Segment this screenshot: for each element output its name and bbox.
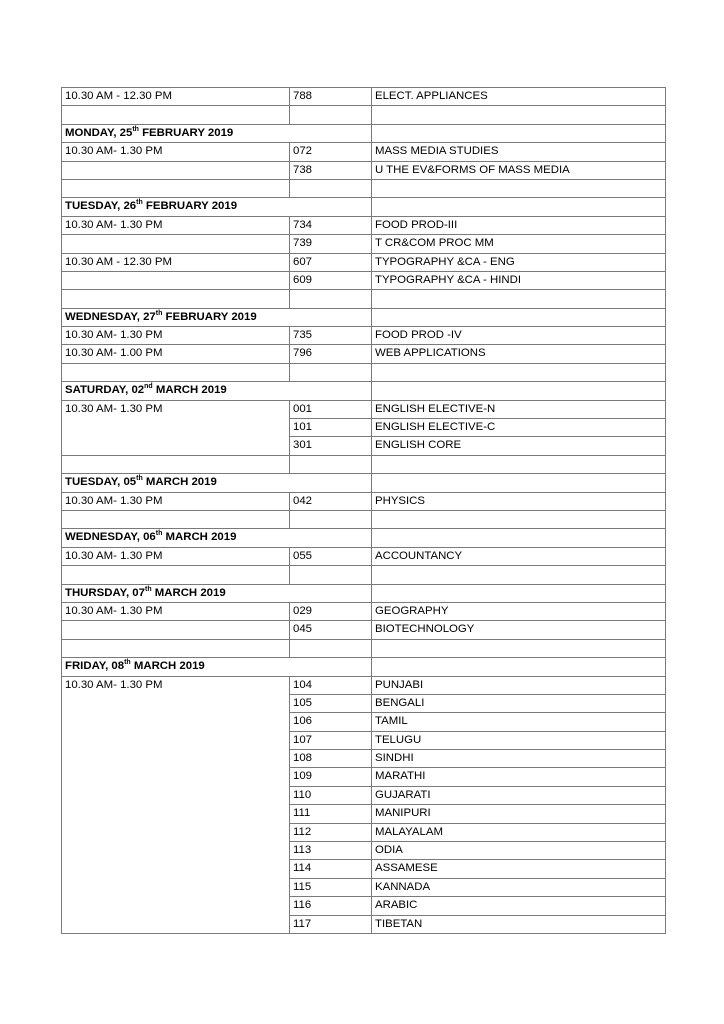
empty-subject-cell xyxy=(372,584,666,602)
subject-name: TYPOGRAPHY &CA - HINDI xyxy=(372,271,666,289)
subject-name: GEOGRAPHY xyxy=(372,602,666,620)
subject-code: 739 xyxy=(290,235,372,253)
empty-code-cell xyxy=(290,455,372,473)
exam-schedule-table xyxy=(61,87,666,934)
subject-code: 108 xyxy=(290,750,372,768)
subject-name: ARABIC xyxy=(372,897,666,915)
subject-name: TELUGU xyxy=(372,731,666,749)
table-row xyxy=(62,400,666,418)
subject-name: BIOTECHNOLOGY xyxy=(372,621,666,639)
subject-code: 045 xyxy=(290,621,372,639)
table-row xyxy=(62,253,666,271)
empty-subject-cell xyxy=(372,124,666,142)
subject-code: 607 xyxy=(290,253,372,271)
empty-subject-cell xyxy=(372,308,666,326)
exam-time: 10.30 AM- 1.30 PM xyxy=(62,602,290,620)
subject-name: ASSAMESE xyxy=(372,860,666,878)
empty-time-cell xyxy=(62,510,290,528)
spacer-row xyxy=(62,510,666,528)
subject-code: 107 xyxy=(290,731,372,749)
subject-code: 072 xyxy=(290,143,372,161)
empty-code-cell xyxy=(290,290,372,308)
exam-time: 10.30 AM- 1.30 PM xyxy=(62,676,290,933)
table-row xyxy=(62,345,666,363)
empty-subject-cell xyxy=(372,510,666,528)
spacer-row xyxy=(62,639,666,657)
empty-subject-cell xyxy=(372,566,666,584)
subject-code: 042 xyxy=(290,492,372,510)
empty-time-cell xyxy=(62,290,290,308)
exam-time: 10.30 AM- 1.00 PM xyxy=(62,345,290,363)
subject-name: TYPOGRAPHY &CA - ENG xyxy=(372,253,666,271)
subject-code: 609 xyxy=(290,271,372,289)
date-day: TUESDAY, 05 xyxy=(65,476,137,489)
exam-time: 10.30 AM- 1.30 PM xyxy=(62,327,290,345)
subject-code: 734 xyxy=(290,216,372,234)
exam-time xyxy=(62,271,290,289)
exam-schedule-body xyxy=(62,88,666,934)
date-day: SATURDAY, 02 xyxy=(65,384,145,397)
subject-name: BENGALI xyxy=(372,694,666,712)
date-day: FRIDAY, 08 xyxy=(65,660,125,673)
table-row xyxy=(62,143,666,161)
subject-name: FOOD PROD -IV xyxy=(372,327,666,345)
date-ordinal-suffix: th xyxy=(132,125,139,133)
exam-time: 10.30 AM- 1.30 PM xyxy=(62,492,290,510)
subject-name: ODIA xyxy=(372,842,666,860)
subject-name: MALAYALAM xyxy=(372,823,666,841)
subject-name: MASS MEDIA STUDIES xyxy=(372,143,666,161)
empty-code-cell xyxy=(290,363,372,381)
empty-time-cell xyxy=(62,106,290,124)
subject-code: 116 xyxy=(290,897,372,915)
date-month-year: FEBRUARY 2019 xyxy=(142,200,238,213)
spacer-row xyxy=(62,290,666,308)
date-header-row xyxy=(62,584,666,602)
exam-date xyxy=(62,529,372,547)
empty-subject-cell xyxy=(372,639,666,657)
date-ordinal-suffix: th xyxy=(144,585,152,593)
date-month-year: MARCH 2019 xyxy=(152,384,227,397)
subject-name: ENGLISH CORE xyxy=(372,437,666,455)
empty-code-cell xyxy=(290,510,372,528)
subject-name: FOOD PROD-III xyxy=(372,216,666,234)
date-ordinal-suffix: th xyxy=(155,309,163,317)
date-header-row xyxy=(62,308,666,326)
empty-subject-cell xyxy=(372,179,666,197)
table-row xyxy=(62,327,666,345)
subject-code: 101 xyxy=(290,419,372,437)
date-header-row xyxy=(62,382,666,400)
empty-code-cell xyxy=(290,106,372,124)
exam-time xyxy=(62,235,290,253)
empty-subject-cell xyxy=(372,382,666,400)
date-day: MONDAY, 25 xyxy=(65,126,133,139)
spacer-row xyxy=(62,179,666,197)
subject-code: 029 xyxy=(290,602,372,620)
date-day: WEDNESDAY, 27 xyxy=(65,310,156,323)
subject-code: 113 xyxy=(290,842,372,860)
subject-code: 111 xyxy=(290,805,372,823)
table-row xyxy=(62,271,666,289)
empty-subject-cell xyxy=(372,106,666,124)
table-row xyxy=(62,88,666,106)
empty-subject-cell xyxy=(372,529,666,547)
exam-time xyxy=(62,621,290,639)
subject-code: 301 xyxy=(290,437,372,455)
date-ordinal-suffix: th xyxy=(136,475,143,483)
subject-code: 112 xyxy=(290,823,372,841)
date-month-year: FEBRUARY 2019 xyxy=(138,126,234,139)
exam-time: 10.30 AM - 12.30 PM xyxy=(62,253,290,271)
table-row xyxy=(62,547,666,565)
exam-date xyxy=(62,124,372,142)
spacer-row xyxy=(62,455,666,473)
subject-name: ELECT. APPLIANCES xyxy=(372,88,666,106)
empty-subject-cell xyxy=(372,198,666,216)
empty-subject-cell xyxy=(372,363,666,381)
empty-code-cell xyxy=(290,639,372,657)
exam-date xyxy=(62,382,372,400)
date-day: TUESDAY, 26 xyxy=(65,200,137,213)
date-month-year: MARCH 2019 xyxy=(151,586,226,599)
subject-code: 109 xyxy=(290,768,372,786)
empty-subject-cell xyxy=(372,474,666,492)
subject-name: MARATHI xyxy=(372,768,666,786)
exam-date xyxy=(62,584,372,602)
exam-date xyxy=(62,308,372,326)
empty-time-cell xyxy=(62,179,290,197)
subject-code: 110 xyxy=(290,786,372,804)
subject-name: TIBETAN xyxy=(372,915,666,933)
table-row xyxy=(62,676,666,694)
date-ordinal-suffix: nd xyxy=(144,383,153,391)
date-day: WEDNESDAY, 06 xyxy=(65,531,156,544)
empty-subject-cell xyxy=(372,455,666,473)
date-day: THURSDAY, 07 xyxy=(65,586,145,599)
subject-name: GUJARATI xyxy=(372,786,666,804)
date-month-year: MARCH 2019 xyxy=(130,660,205,673)
exam-time: 10.30 AM - 12.30 PM xyxy=(62,88,290,106)
subject-name: KANNADA xyxy=(372,878,666,896)
spacer-row xyxy=(62,566,666,584)
subject-code: 788 xyxy=(290,88,372,106)
exam-time xyxy=(62,161,290,179)
exam-time: 10.30 AM- 1.30 PM xyxy=(62,216,290,234)
date-month-year: FEBRUARY 2019 xyxy=(162,310,257,323)
table-row xyxy=(62,235,666,253)
table-row xyxy=(62,492,666,510)
subject-code: 738 xyxy=(290,161,372,179)
subject-code: 001 xyxy=(290,400,372,418)
date-header-row xyxy=(62,474,666,492)
empty-time-cell xyxy=(62,455,290,473)
exam-date xyxy=(62,198,372,216)
date-ordinal-suffix: th xyxy=(136,199,143,207)
subject-code: 796 xyxy=(290,345,372,363)
empty-subject-cell xyxy=(372,658,666,676)
empty-code-cell xyxy=(290,179,372,197)
table-row xyxy=(62,216,666,234)
subject-code: 106 xyxy=(290,713,372,731)
date-header-row xyxy=(62,198,666,216)
date-month-year: MARCH 2019 xyxy=(162,531,237,544)
empty-subject-cell xyxy=(372,290,666,308)
subject-name: PHYSICS xyxy=(372,492,666,510)
subject-code: 735 xyxy=(290,327,372,345)
empty-time-cell xyxy=(62,639,290,657)
table-row xyxy=(62,161,666,179)
date-header-row xyxy=(62,658,666,676)
subject-name: ACCOUNTANCY xyxy=(372,547,666,565)
subject-name: ENGLISH ELECTIVE-N xyxy=(372,400,666,418)
subject-code: 114 xyxy=(290,860,372,878)
exam-date xyxy=(62,658,372,676)
subject-name: TAMIL xyxy=(372,713,666,731)
spacer-row xyxy=(62,363,666,381)
spacer-row xyxy=(62,106,666,124)
date-header-row xyxy=(62,124,666,142)
subject-code: 117 xyxy=(290,915,372,933)
date-ordinal-suffix: th xyxy=(155,530,163,538)
exam-date xyxy=(62,474,372,492)
subject-name: WEB APPLICATIONS xyxy=(372,345,666,363)
subject-name: T CR&COM PROC MM xyxy=(372,235,666,253)
empty-time-cell xyxy=(62,566,290,584)
exam-time: 10.30 AM- 1.30 PM xyxy=(62,143,290,161)
empty-time-cell xyxy=(62,363,290,381)
table-row xyxy=(62,621,666,639)
date-month-year: MARCH 2019 xyxy=(142,476,217,489)
subject-code: 055 xyxy=(290,547,372,565)
table-row xyxy=(62,602,666,620)
subject-code: 115 xyxy=(290,878,372,896)
subject-code: 104 xyxy=(290,676,372,694)
empty-code-cell xyxy=(290,566,372,584)
subject-name: SINDHI xyxy=(372,750,666,768)
subject-name: U THE EV&FORMS OF MASS MEDIA xyxy=(372,161,666,179)
subject-name: ENGLISH ELECTIVE-C xyxy=(372,419,666,437)
subject-code: 105 xyxy=(290,694,372,712)
exam-time: 10.30 AM- 1.30 PM xyxy=(62,547,290,565)
subject-name: MANIPURI xyxy=(372,805,666,823)
date-header-row xyxy=(62,529,666,547)
exam-time: 10.30 AM- 1.30 PM xyxy=(62,400,290,455)
subject-name: PUNJABI xyxy=(372,676,666,694)
date-ordinal-suffix: th xyxy=(124,659,131,667)
